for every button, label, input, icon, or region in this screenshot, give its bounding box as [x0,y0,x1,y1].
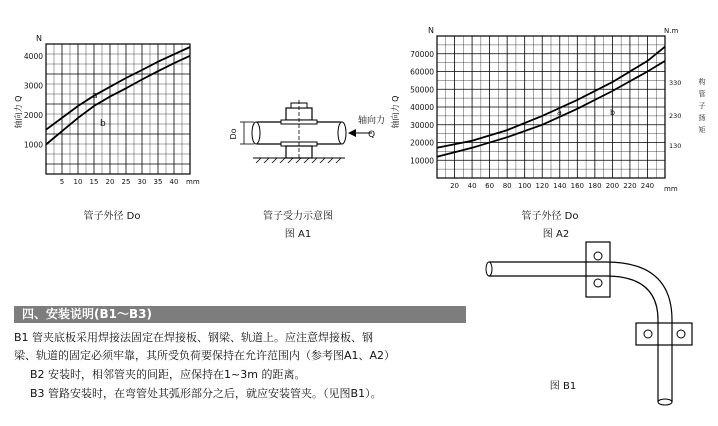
chart-2-y-label: 轴向力 Q [391,95,400,129]
x-tick-label: 25 [121,178,131,186]
x-tick-label: 100 [518,182,532,190]
clamp-1-bolt-bottom [594,279,602,287]
x-tick-label: 5 [59,178,65,186]
y-tick-label: 4000 [23,51,43,61]
chart-2-x-label: 管子外径 Do [521,211,579,222]
right-tick-label: 230 [669,112,682,120]
pipe-end-right [338,122,346,144]
pipe-open-end [486,262,492,276]
y-tick-label: 30000 [410,120,434,130]
chart-2-series-b-label: b [610,108,616,117]
chart-2-series-a-label: a [557,108,562,117]
x-tick-label: 40 [169,178,179,186]
force-symbol: Q [368,130,376,140]
clamp-2-bolt-left [644,330,652,338]
x-tick-label: 15 [89,178,99,186]
section-title: 四、安装说明(B1～B3) [14,306,466,323]
x-tick-label: 35 [153,178,163,186]
b3-text: B3 管路安装时，在弯管处其弧形部分之后，就应安装管夹。（见图B1）。 [30,387,382,400]
chart-2-grid [437,36,665,178]
chart-1-series-b-label: b [100,119,106,129]
y-tick-label: 40000 [410,103,434,112]
x-tick-label: 220 [623,182,637,190]
diagram-caption: 管子受力示意图 [263,211,333,222]
pipe-bend-diagram [486,242,692,405]
pipe-end-left [252,122,260,144]
chart-1-y-unit: N [36,34,42,43]
x-tick-label: 180 [588,182,602,190]
chart-2-x-unit: mm [664,185,678,193]
clamp-1-bolt-top [594,252,602,260]
chart-1 [13,34,200,222]
force-label: 轴向力 [358,116,386,126]
dim-label: Do [229,128,238,140]
y-tick-label: 50000 [410,85,434,95]
right-tick-label: 130 [669,142,682,150]
b1-line-1: B1 管夹底板采用焊接法固定在焊接板、钢梁、轨道上。应注意焊接板、钢 [14,331,374,344]
y-tick-label: 60000 [410,67,434,77]
force-arrow-head [348,129,356,137]
x-tick-label: 20 [105,178,115,186]
b2-text: B2 安装时，相邻管夹的间距，应保持在1~3m 的距离。 [30,368,306,381]
x-tick-label: 240 [640,182,655,190]
chart-2-y-unit: N [428,26,434,35]
y-tick-label: 1000 [23,140,43,150]
y-tick-label: 70000 [410,49,434,59]
x-tick-label: 10 [73,178,83,186]
chart-1-x-unit: mm [186,178,200,186]
clamp-1-plate [586,242,610,297]
x-tick-label: 60 [485,182,495,190]
b1-line-2: 梁、轨道的固定必须牢靠，其所受负荷要保持在允许范围内（参考图A1、A2） [14,349,396,362]
chart-1-x-label: 管子外径 Do [83,211,141,222]
x-tick-label: 140 [553,182,567,190]
fig-a1-label: 图 A1 [284,229,312,240]
y-tick-label: 2000 [23,110,43,120]
pipe-force-diagram [229,100,385,240]
x-tick-label: 120 [535,182,549,190]
pipe-bottom-end [658,399,672,405]
chart-1-y-label: 轴向力 Q [14,95,23,129]
x-tick-label: 160 [570,182,584,190]
x-tick-label: 30 [137,178,147,186]
chart-1-grid [46,44,190,174]
chart-1-series-a-label: a [92,91,98,101]
clamp-2-bolt-right [677,330,685,338]
fig-b1-label: 图 B1 [549,381,577,392]
chart-2-right-label: 构管子扬矩 [698,78,706,134]
ground-hatch [256,158,341,163]
x-tick-label: 20 [450,182,459,190]
fig-a2-label: 图 A2 [542,229,570,240]
y-tick-label: 10000 [410,156,434,166]
chart-2-right-unit: N.m [664,27,679,35]
x-tick-label: 80 [502,182,512,190]
chart-2 [390,26,706,240]
right-tick-label: 330 [669,79,682,87]
y-tick-label: 20000 [410,138,434,148]
x-tick-label: 200 [605,182,620,190]
x-tick-label: 40 [467,182,477,190]
y-tick-label: 3000 [23,81,43,91]
